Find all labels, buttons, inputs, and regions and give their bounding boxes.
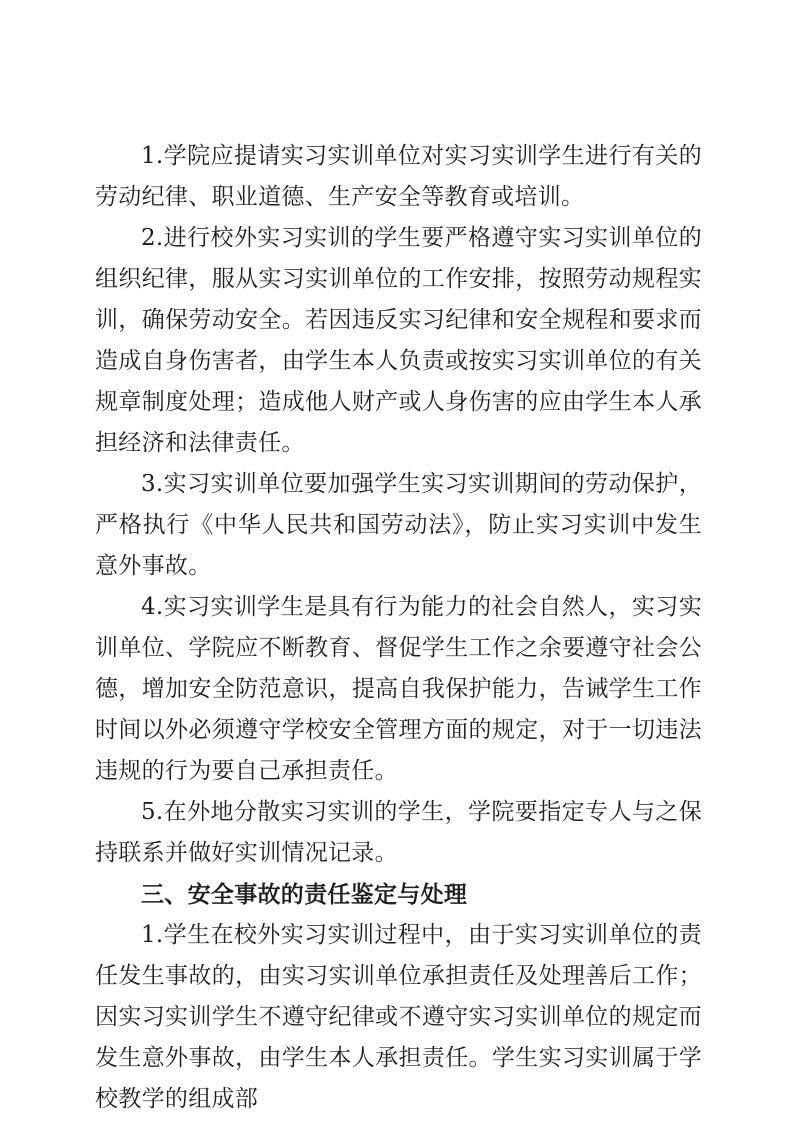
body-paragraph-3: 3.实习实训单位要加强学生实习实训期间的劳动保护，严格执行《中华人民共和国劳动法》，防止实习实训中发生意外事故。: [95, 471, 702, 579]
body-paragraph-5: 5.在外地分散实习实训的学生，学院要指定专人与之保持联系并做好实训情况记录。: [95, 799, 702, 866]
section-heading: 三、安全事故的责任鉴定与处理: [141, 881, 468, 908]
text-content: [95, 136, 702, 1120]
body-paragraph-4: 4.实习实训学生是具有行为能力的社会自然人，实习实训单位、学院应不断教育、督促学生工作之余要遵守社会公德，增加安全防范意识，提高自我保护能力，告诫学生工作时间以外必须遵守学校安全管理方面的规定，对于一切违法违规的行为要自己承担责任。: [95, 594, 702, 784]
body-paragraph-1: 1.学院应提请实习实训单位对实习实训学生进行有关的劳动纪律、职业道德、生产安全等教育或培训。: [95, 143, 702, 210]
body-paragraph-2: 2.进行校外实习实训的学生要严格遵守实习实训单位的组织纪律，服从实习实训单位的工作安排，按照劳动规程实训，确保劳动安全。若因违反实习纪律和安全规程和要求而造成自身伤害者，由学生本人负责或按实习实训单位的有关规章制度处理；造成他人财产或人身伤害的应由学生本人承担经济和法律责任。: [95, 225, 702, 456]
body-paragraph-6: 1.学生在校外实习实训过程中，由于实习实训单位的责任发生事故的，由实习实训单位承担责任及处理善后工作；因实习实训学生不遵守纪律或不遵守实习实训单位的规定而发生意外事故，由学生本人承担责任。学生实习实训属于学校教学的组成部: [95, 922, 702, 1112]
